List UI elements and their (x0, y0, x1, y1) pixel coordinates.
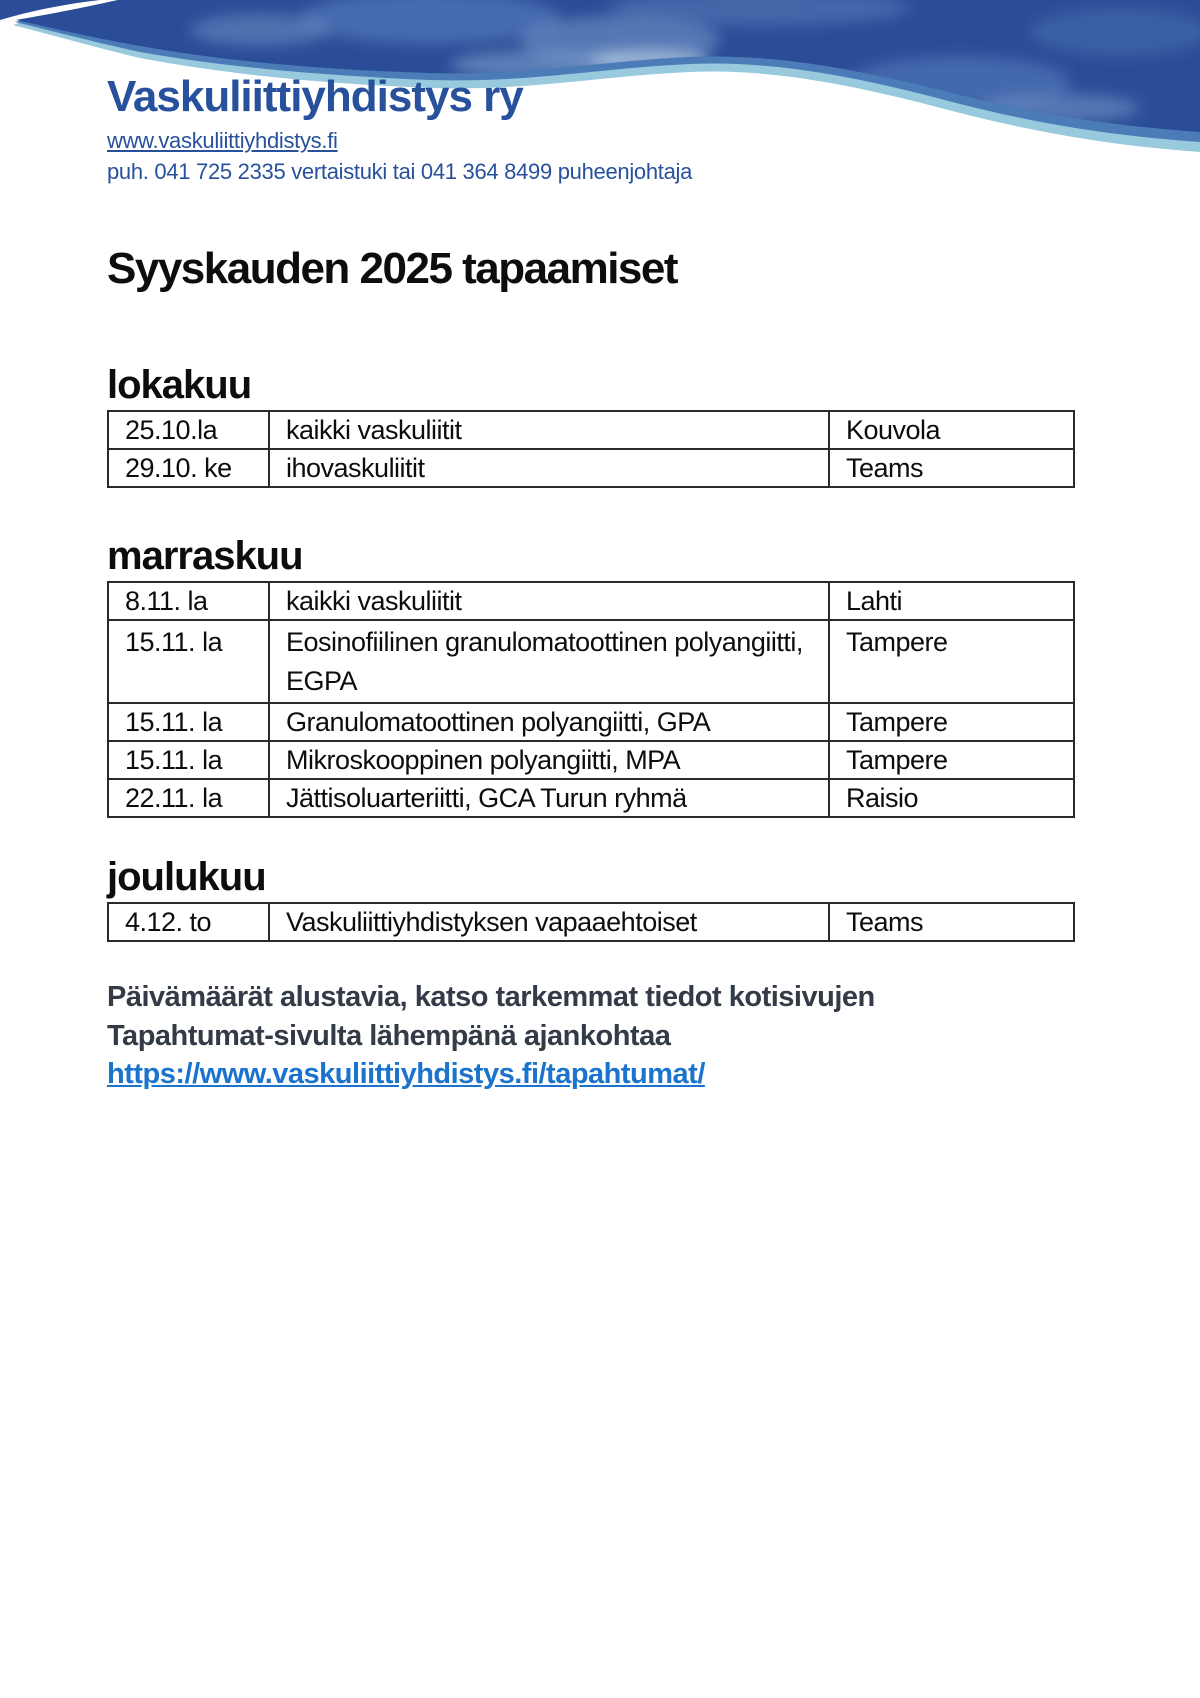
meetings-table-lokakuu (107, 410, 1075, 488)
cell-group: Vaskuliittiyhdistyksen vapaaehtoiset (269, 903, 829, 941)
cell-group: Eosinofiilinen granulomatoottinen polyangiitti, EGPA (269, 620, 829, 703)
cell-location: Teams (829, 449, 1074, 487)
month-heading-joulukuu: joulukuu (107, 855, 266, 899)
section-joulukuu (107, 854, 1075, 942)
cell-group: kaikki vaskuliitit (269, 582, 829, 620)
cell-date: 15.11. la (108, 620, 269, 703)
cell-location: Teams (829, 903, 1074, 941)
meetings-table-joulukuu (107, 902, 1075, 942)
cell-date: 15.11. la (108, 703, 269, 741)
org-phone: puh. 041 725 2335 vertaistuki tai 041 364 8499 puheenjohtaja (107, 159, 693, 185)
footer-note-line2: Tapahtumat-sivulta lähempänä ajankohtaa (107, 1020, 671, 1052)
cell-location: Tampere (829, 703, 1074, 741)
meetings-table-marraskuu (107, 581, 1075, 818)
cell-group: Jättisoluarteriitti, GCA Turun ryhmä (269, 779, 829, 817)
cell-date: 15.11. la (108, 741, 269, 779)
org-website-link[interactable]: www.vaskuliittiyhdistys.fi (107, 128, 338, 154)
cell-location: Tampere (829, 620, 1074, 703)
section-marraskuu (107, 533, 1075, 818)
cell-date: 22.11. la (108, 779, 269, 817)
month-heading-lokakuu: lokakuu (107, 363, 252, 407)
cell-group: Granulomatoottinen polyangiitti, GPA (269, 703, 829, 741)
cell-location: Lahti (829, 582, 1074, 620)
table-row (108, 703, 1074, 741)
cell-location: Raisio (829, 779, 1074, 817)
footer-events-link[interactable]: https://www.vaskuliittiyhdistys.fi/tapahtumat/ (107, 1058, 705, 1090)
cell-group: ihovaskuliitit (269, 449, 829, 487)
section-lokakuu (107, 362, 1075, 488)
table-row (108, 582, 1074, 620)
cell-date: 4.12. to (108, 903, 269, 941)
cell-location: Kouvola (829, 411, 1074, 449)
footer-note-line1: Päivämäärät alustavia, katso tarkemmat tiedot kotisivujen (107, 981, 875, 1013)
page-title: Syyskauden 2025 tapaamiset (107, 244, 678, 293)
cell-group: Mikroskooppinen polyangiitti, MPA (269, 741, 829, 779)
table-row (108, 779, 1074, 817)
org-name: Vaskuliittiyhdistys ry (107, 72, 523, 121)
footer-note (107, 978, 875, 1056)
cell-date: 25.10.la (108, 411, 269, 449)
cell-location: Tampere (829, 741, 1074, 779)
month-heading-marraskuu: marraskuu (107, 534, 303, 578)
table-row (108, 903, 1074, 941)
table-row (108, 620, 1074, 703)
table-row (108, 741, 1074, 779)
table-row (108, 411, 1074, 449)
org-header (107, 72, 692, 185)
cell-group: kaikki vaskuliitit (269, 411, 829, 449)
table-row (108, 449, 1074, 487)
cell-date: 29.10. ke (108, 449, 269, 487)
cell-date: 8.11. la (108, 582, 269, 620)
